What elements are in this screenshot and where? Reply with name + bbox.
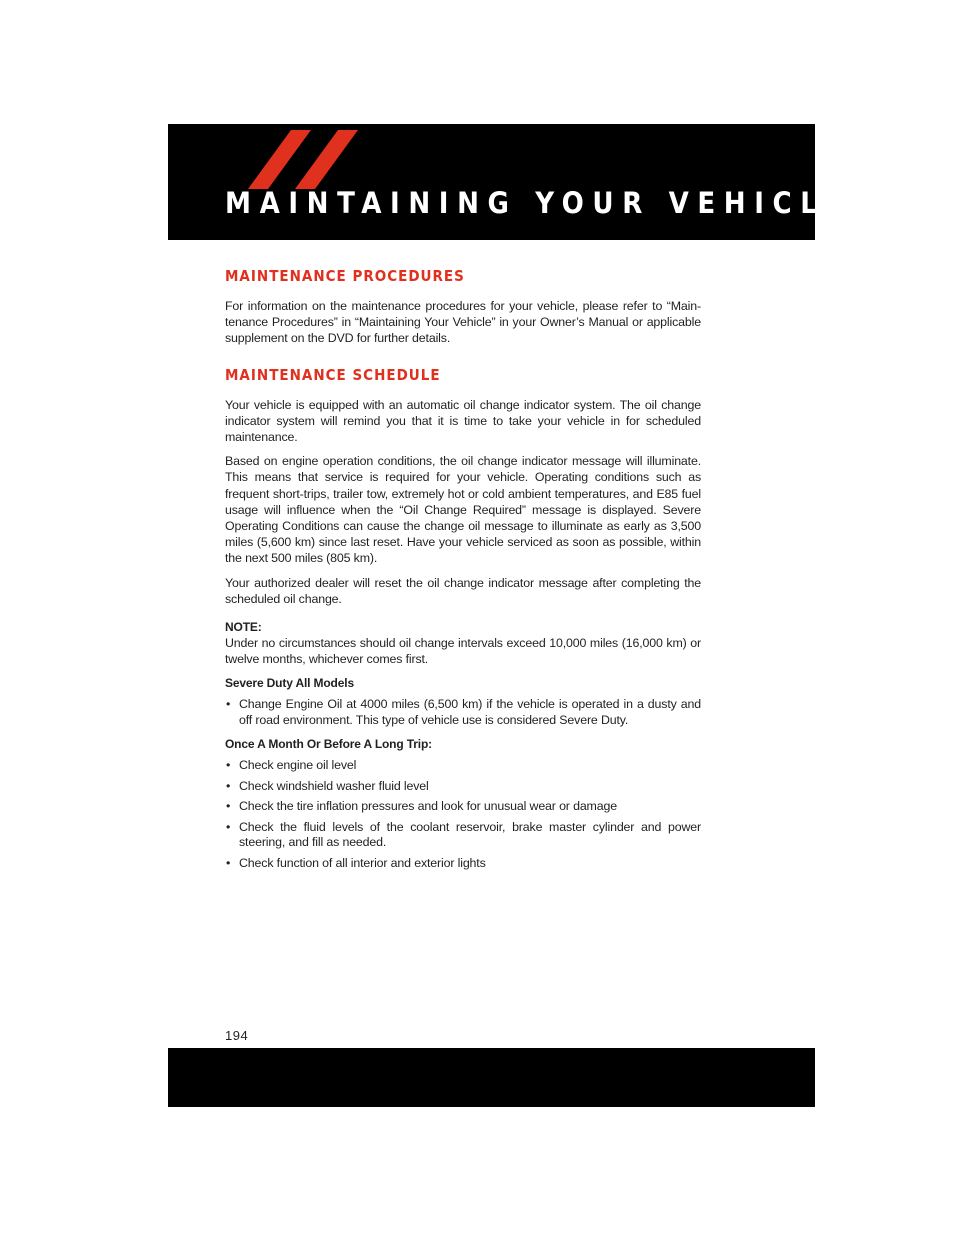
- red-stripes-logo: [248, 130, 360, 189]
- bullet: •: [226, 697, 231, 712]
- list-item: • Check engine oil level: [226, 758, 357, 773]
- note-label: NOTE:: [225, 620, 262, 635]
- chapter-header-band: [168, 124, 852, 240]
- procedures-paragraph: For information on the maintenance procedures for your vehicle, please refer to “Main-tenance Procedures” in “Maintaining Your Vehicle” in your Owner’s Manual or applicable supplement on the DVD for further details.: [225, 299, 701, 346]
- severe-duty-list: [225, 697, 701, 728]
- bullet: •: [226, 778, 231, 793]
- list-item: • Check the tire inflation pressures and look for unusual wear or damage: [226, 799, 617, 814]
- severe-duty-label: Severe Duty All Models: [225, 676, 354, 691]
- list-item: • Check windshield washer fluid level: [226, 778, 429, 793]
- monthly-check-label: Once A Month Or Before A Long Trip:: [225, 737, 432, 752]
- schedule-paragraph-3: Your authorized dealer will reset the oil change indicator message after completing the scheduled oil change.: [225, 575, 701, 606]
- list-item: • Check function of all interior and exterior lights: [226, 855, 486, 870]
- page-content: [225, 262, 701, 876]
- page-number: 194: [225, 1028, 249, 1043]
- section-heading-schedule: MAINTENANCE SCHEDULE: [225, 365, 441, 384]
- bullet: •: [226, 855, 231, 870]
- schedule-paragraph-2: Based on engine operation conditions, the oil change indicator message will illuminate. This means that service is required for your vehicle. Operating conditions such as frequent short-trips, trailer tow, extremely hot or cold ambient temperatures, and E85 fuel usage will influence when the “Oil Change Required” message is displayed. Severe Operating Conditions can cause the change oil message to illuminate as early as 3,500 miles (5,600 km) since last reset. Have your vehicle serviced as soon as possible, within the next 500 miles (805 km).: [225, 454, 701, 566]
- list-item: • Change Engine Oil at 4000 miles (6,500 km) if the vehicle is operated in a dusty and off road environment. This type of vehicle use is considered Severe Duty.: [226, 697, 701, 727]
- bullet: •: [226, 819, 231, 834]
- schedule-paragraph-1: Your vehicle is equipped with an automatic oil change indicator system. The oil change indicator system will remind you that it is time to take your vehicle in for scheduled maintenance.: [225, 397, 701, 445]
- bullet: •: [226, 799, 231, 814]
- bullet: •: [226, 758, 231, 773]
- monthly-check-list: [225, 758, 701, 871]
- note-text: Under no circumstances should oil change intervals exceed 10,000 miles (16,000 km) or twelve months, whichever comes first.: [225, 636, 701, 667]
- chapter-title: MAINTAINING YOUR VEHICLE: [225, 186, 852, 220]
- footer-band: [168, 1048, 815, 1107]
- section-heading-procedures: MAINTENANCE PROCEDURES: [225, 267, 465, 285]
- list-item: • Check the fluid levels of the coolant reservoir, brake master cylinder and power steering, and fill as needed.: [226, 819, 701, 850]
